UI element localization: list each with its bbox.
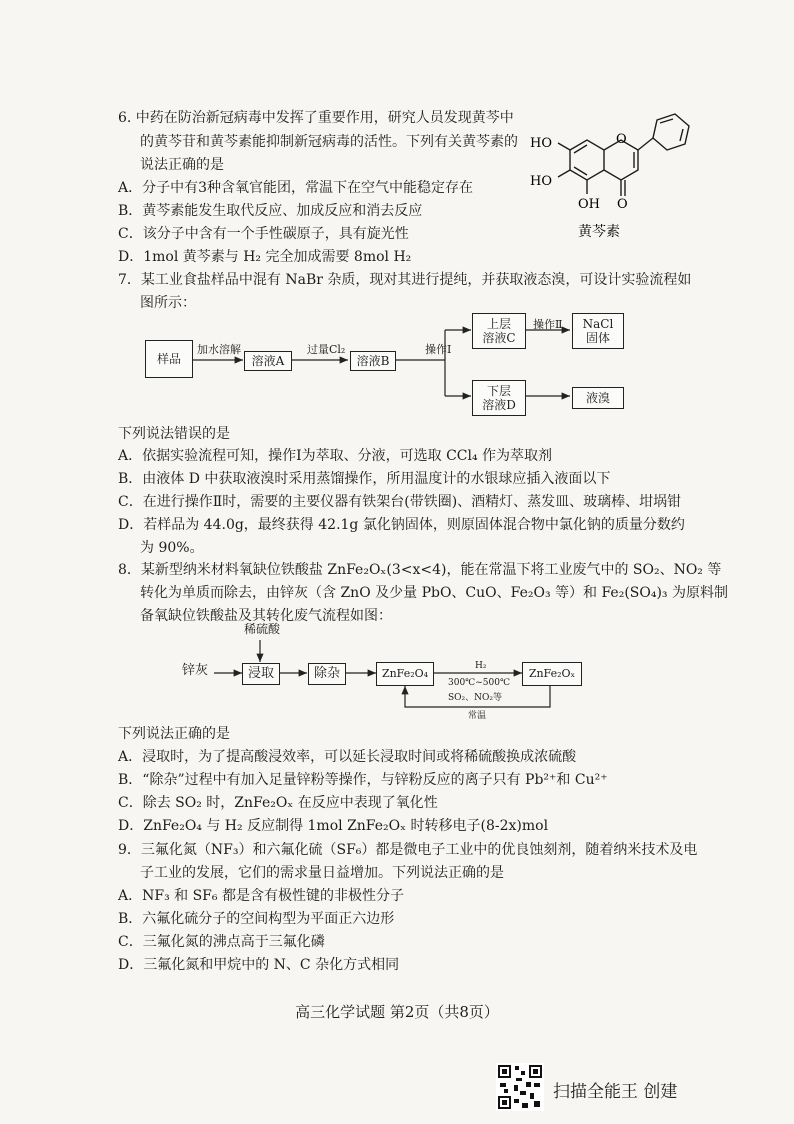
carbonyl-oxygen-label: O — [617, 197, 628, 212]
flow-box-impurity-removal: 除杂 — [308, 663, 346, 685]
flow-label-zinc-ash: 锌灰 — [182, 663, 209, 678]
q9-option-a: A．NF₃ 和 SF₆ 都是含有极性键的非极性分子 — [118, 888, 404, 904]
q7-stem-line1: 7．某工业食盐样品中混有 NaBr 杂质，现对其进行提纯，并获取液态溴，可设计实验流程如 — [118, 272, 692, 288]
flow-label-dissolve: 加水溶解 — [197, 343, 241, 356]
qr-code-icon — [496, 1063, 544, 1111]
q9-option-b: B．六氟化硫分子的空间构型为平面正六边形 — [118, 911, 395, 927]
q9-stem-line2: 子工业的发展，它们的需求量日益增加。下列说法正确的是 — [140, 865, 504, 881]
q8-option-a: A．浸取时，为了提高酸浸效率，可以延长浸取时间或将稀硫酸换成浓硫酸 — [118, 749, 577, 765]
flow-box-solution-a: 溶液A — [244, 351, 292, 371]
q8-stem-line3: 备氧缺位铁酸盐及其转化废气流程如图： — [140, 608, 392, 624]
q6-option-c: C．该分子中含有一个手性碳原子，具有旋光性 — [118, 226, 409, 242]
hydroxyl-label-mid: HO — [530, 174, 552, 189]
q7-option-b: B．由液体 D 中获取液溴时采用蒸馏操作，所用温度计的水银球应插入液面以下 — [118, 471, 611, 487]
q7-option-d-line1: D．若样品为 44.0g，最终获得 42.1g 氯化钠固体，则原固体混合物中氯化钠的质量分数约 — [118, 517, 685, 533]
q9-stem-line1: 9．三氟化氮（NF₃）和六氟化硫（SF₆）都是微电子工业中的优良蚀刻剂，随着纳米技术及电 — [118, 842, 698, 858]
hydroxyl-label-top: HO — [530, 136, 552, 151]
q7-option-c: C．在进行操作Ⅱ时，需要的主要仪器有铁架台(带铁圈)、酒精灯、蒸发皿、玻璃棒、坩埚钳 — [118, 494, 682, 510]
flow-box-znfe2ox: ZnFe₂Oₓ — [522, 662, 582, 686]
flow-label-operation-1: 操作Ⅰ — [425, 343, 452, 356]
q6-stem-line1: 6. 中药在防治新冠病毒中发挥了重要作用，研究人员发现黄芩中 — [118, 110, 514, 126]
q9-option-c: C．三氟化氮的沸点高于三氟化磷 — [118, 934, 325, 950]
flow-label-room-temperature: 常温 — [468, 711, 487, 721]
q6-stem-line3: 说法正确的是 — [140, 157, 224, 173]
flow-box-leaching: 浸取 — [242, 663, 280, 685]
structure-caption: 黄芩素 — [578, 224, 620, 240]
q8-question: 下列说法正确的是 — [118, 726, 230, 742]
flow-box-solution-b: 溶液B — [350, 351, 396, 371]
baicalein-structure — [520, 110, 700, 240]
q6-option-d: D．1mol 黄芩素与 H₂ 完全加成需要 8mol H₂ — [118, 249, 412, 265]
scanner-watermark: 扫描全能王 创建 — [553, 1082, 678, 1102]
hydroxyl-label-bottom: OH — [578, 197, 600, 212]
ring-oxygen-label: O — [616, 132, 627, 147]
q8-option-d: D．ZnFe₂O₄ 与 H₂ 反应制得 1mol ZnFe₂Oₓ 时转移电子(8-2x)mol — [118, 818, 549, 834]
q6-stem-line2: 的黄芩苷和黄芩素能抑制新冠病毒的活性。下列有关黄芩素的 — [140, 134, 518, 150]
flow-label-hydrogen: H₂ — [475, 661, 487, 671]
flow-label-dilute-sulfuric-acid: 稀硫酸 — [244, 622, 281, 636]
q7-stem-line2: 图所示： — [140, 295, 196, 311]
flow-box-liquid-bromine: 液溴 — [572, 387, 624, 409]
q7-option-a: A．依据实验流程可知，操作Ⅰ为萃取、分液，可选取 CCl₄ 作为萃取剂 — [118, 448, 553, 464]
q6-option-b: B．黄芩素能发生取代反应、加成反应和消去反应 — [118, 203, 423, 219]
flow-box-nacl-solid: NaCl 固体 — [572, 313, 624, 349]
flow-box-znfe2o4: ZnFe₂O₄ — [376, 662, 434, 686]
page-footer: 高三化学试题 第2页（共8页） — [295, 1003, 499, 1021]
q8-stem-line2: 转化为单质而除去，由锌灰（含 ZnO 及少量 PbO、CuO、Fe₂O₃ 等）和 Fe₂(SO₄)₃ 为原料制 — [140, 585, 728, 601]
q8-option-c: C．除去 SO₂ 时，ZnFe₂Oₓ 在反应中表现了氧化性 — [118, 795, 438, 811]
flow-label-operation-2: 操作Ⅱ — [533, 318, 563, 331]
q8-option-b: B．“除杂”过程中有加入足量锌粉等操作，与锌粉反应的离子只有 Pb²⁺和 Cu²⁺ — [118, 772, 608, 788]
flow-label-gases: SO₂、NO₂等 — [448, 693, 503, 703]
flow-label-temperature: 300℃~500℃ — [448, 678, 511, 688]
q7-option-d-line2: 为 90%。 — [140, 540, 204, 556]
flow-label-chlorine: 过量Cl₂ — [307, 343, 346, 356]
flow-box-upper-solution-c: 上层 溶液C — [472, 313, 526, 349]
flow-box-lower-solution-d: 下层 溶液D — [472, 380, 526, 416]
q7-question: 下列说法错误的是 — [118, 426, 230, 442]
flow-box-sample: 样品 — [145, 340, 193, 378]
q8-stem-line1: 8．某新型纳米材料氧缺位铁酸盐 ZnFe₂Oₓ(3<x<4)，能在常温下将工业废气中的 SO₂、NO₂ 等 — [118, 562, 722, 578]
q9-option-d: D．三氟化氮和甲烷中的 N、C 杂化方式相同 — [118, 957, 400, 973]
q6-option-a: A．分子中有3种含氧官能团，常温下在空气中能稳定存在 — [118, 180, 474, 196]
